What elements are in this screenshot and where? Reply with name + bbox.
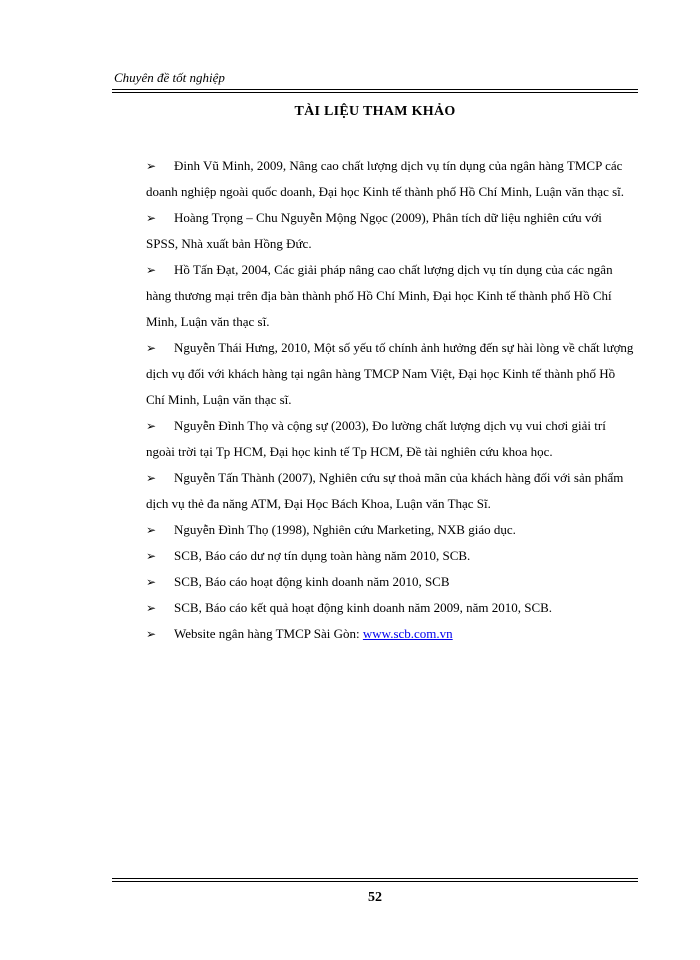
list-item bbox=[146, 153, 636, 205]
arrow-bullet-icon: ➢ bbox=[146, 263, 157, 277]
list-item bbox=[146, 517, 636, 543]
reference-text: Website ngân hàng TMCP Sài Gòn: www.scb.com.vn bbox=[174, 626, 453, 641]
list-item bbox=[146, 621, 636, 647]
arrow-bullet-icon: ➢ bbox=[146, 211, 157, 225]
header-rule bbox=[112, 89, 638, 90]
reference-text: Nguyễn Đình Thọ và cộng sự (2003), Đo lường chất lượng dịch vụ vui chơi giải trí ngoài trời tại Tp HCM, Đại học kinh tế Tp HCM, Đề tài nghiên cứu khoa học. bbox=[146, 418, 606, 459]
footer-rule bbox=[112, 878, 638, 879]
list-item bbox=[146, 465, 636, 517]
list-item bbox=[146, 257, 636, 335]
reference-text: SCB, Báo cáo hoạt động kinh doanh năm 2010, SCB bbox=[174, 574, 450, 589]
reference-text: Hồ Tấn Đạt, 2004, Các giải pháp nâng cao chất lượng dịch vụ tín dụng của các ngân hàng thương mại trên địa bàn thành phố Hồ Chí Minh, Đại học Kinh tế thành phố Hồ Chí Minh, Luận văn thạc sĩ. bbox=[146, 262, 613, 329]
arrow-bullet-icon: ➢ bbox=[146, 601, 157, 615]
list-item bbox=[146, 595, 636, 621]
website-link[interactable]: www.scb.com.vn bbox=[362, 626, 453, 641]
reference-text: SCB, Báo cáo kết quả hoạt động kinh doanh năm 2009, năm 2010, SCB. bbox=[174, 600, 553, 615]
page-title: TÀI LIỆU THAM KHẢO bbox=[294, 104, 456, 119]
reference-text: Nguyễn Thái Hưng, 2010, Một số yếu tố chính ảnh hưởng đến sự hài lòng về chất lượng dịch vụ đối với khách hàng tại ngân hàng TMCP Nam Việt, Đại học Kinh tế thành phố Hồ Chí Minh, Luận văn thạc sĩ. bbox=[146, 340, 634, 407]
reference-text: Hoàng Trọng – Chu Nguyễn Mộng Ngọc (2009), Phân tích dữ liệu nghiên cứu với SPSS, Nhà xuất bản Hồng Đức. bbox=[146, 210, 602, 251]
reference-text: Nguyễn Tấn Thành (2007), Nghiên cứu sự thoả mãn của khách hàng đối với sản phẩm dịch vụ thẻ đa năng ATM, Đại Học Bách Khoa, Luận văn Thạc Sĩ. bbox=[146, 470, 624, 511]
reference-text: SCB, Báo cáo dư nợ tín dụng toàn hàng năm 2010, SCB. bbox=[174, 548, 471, 563]
list-item bbox=[146, 543, 636, 569]
list-item bbox=[146, 413, 636, 465]
list-item bbox=[146, 335, 636, 413]
arrow-bullet-icon: ➢ bbox=[146, 523, 157, 537]
list-item bbox=[146, 205, 636, 257]
arrow-bullet-icon: ➢ bbox=[146, 159, 157, 173]
arrow-bullet-icon: ➢ bbox=[146, 341, 157, 355]
header-text: Chuyên đề tốt nghiệp bbox=[114, 70, 225, 85]
arrow-bullet-icon: ➢ bbox=[146, 627, 157, 641]
reference-text: Nguyễn Đình Thọ (1998), Nghiên cứu Marketing, NXB giáo dục. bbox=[174, 522, 516, 537]
list-item bbox=[146, 569, 636, 595]
arrow-bullet-icon: ➢ bbox=[146, 549, 157, 563]
page-number: 52 bbox=[368, 890, 382, 905]
reference-text: Đinh Vũ Minh, 2009, Nâng cao chất lượng dịch vụ tín dụng của ngân hàng TMCP các doanh nghiệp ngoài quốc doanh, Đại học Kinh tế thành phố Hồ Chí Minh, Luận văn thạc sĩ. bbox=[146, 158, 625, 199]
header-rule bbox=[112, 92, 638, 93]
footer-rule bbox=[112, 881, 638, 882]
reference-list bbox=[146, 153, 636, 647]
arrow-bullet-icon: ➢ bbox=[146, 575, 157, 589]
arrow-bullet-icon: ➢ bbox=[146, 419, 157, 433]
arrow-bullet-icon: ➢ bbox=[146, 471, 157, 485]
